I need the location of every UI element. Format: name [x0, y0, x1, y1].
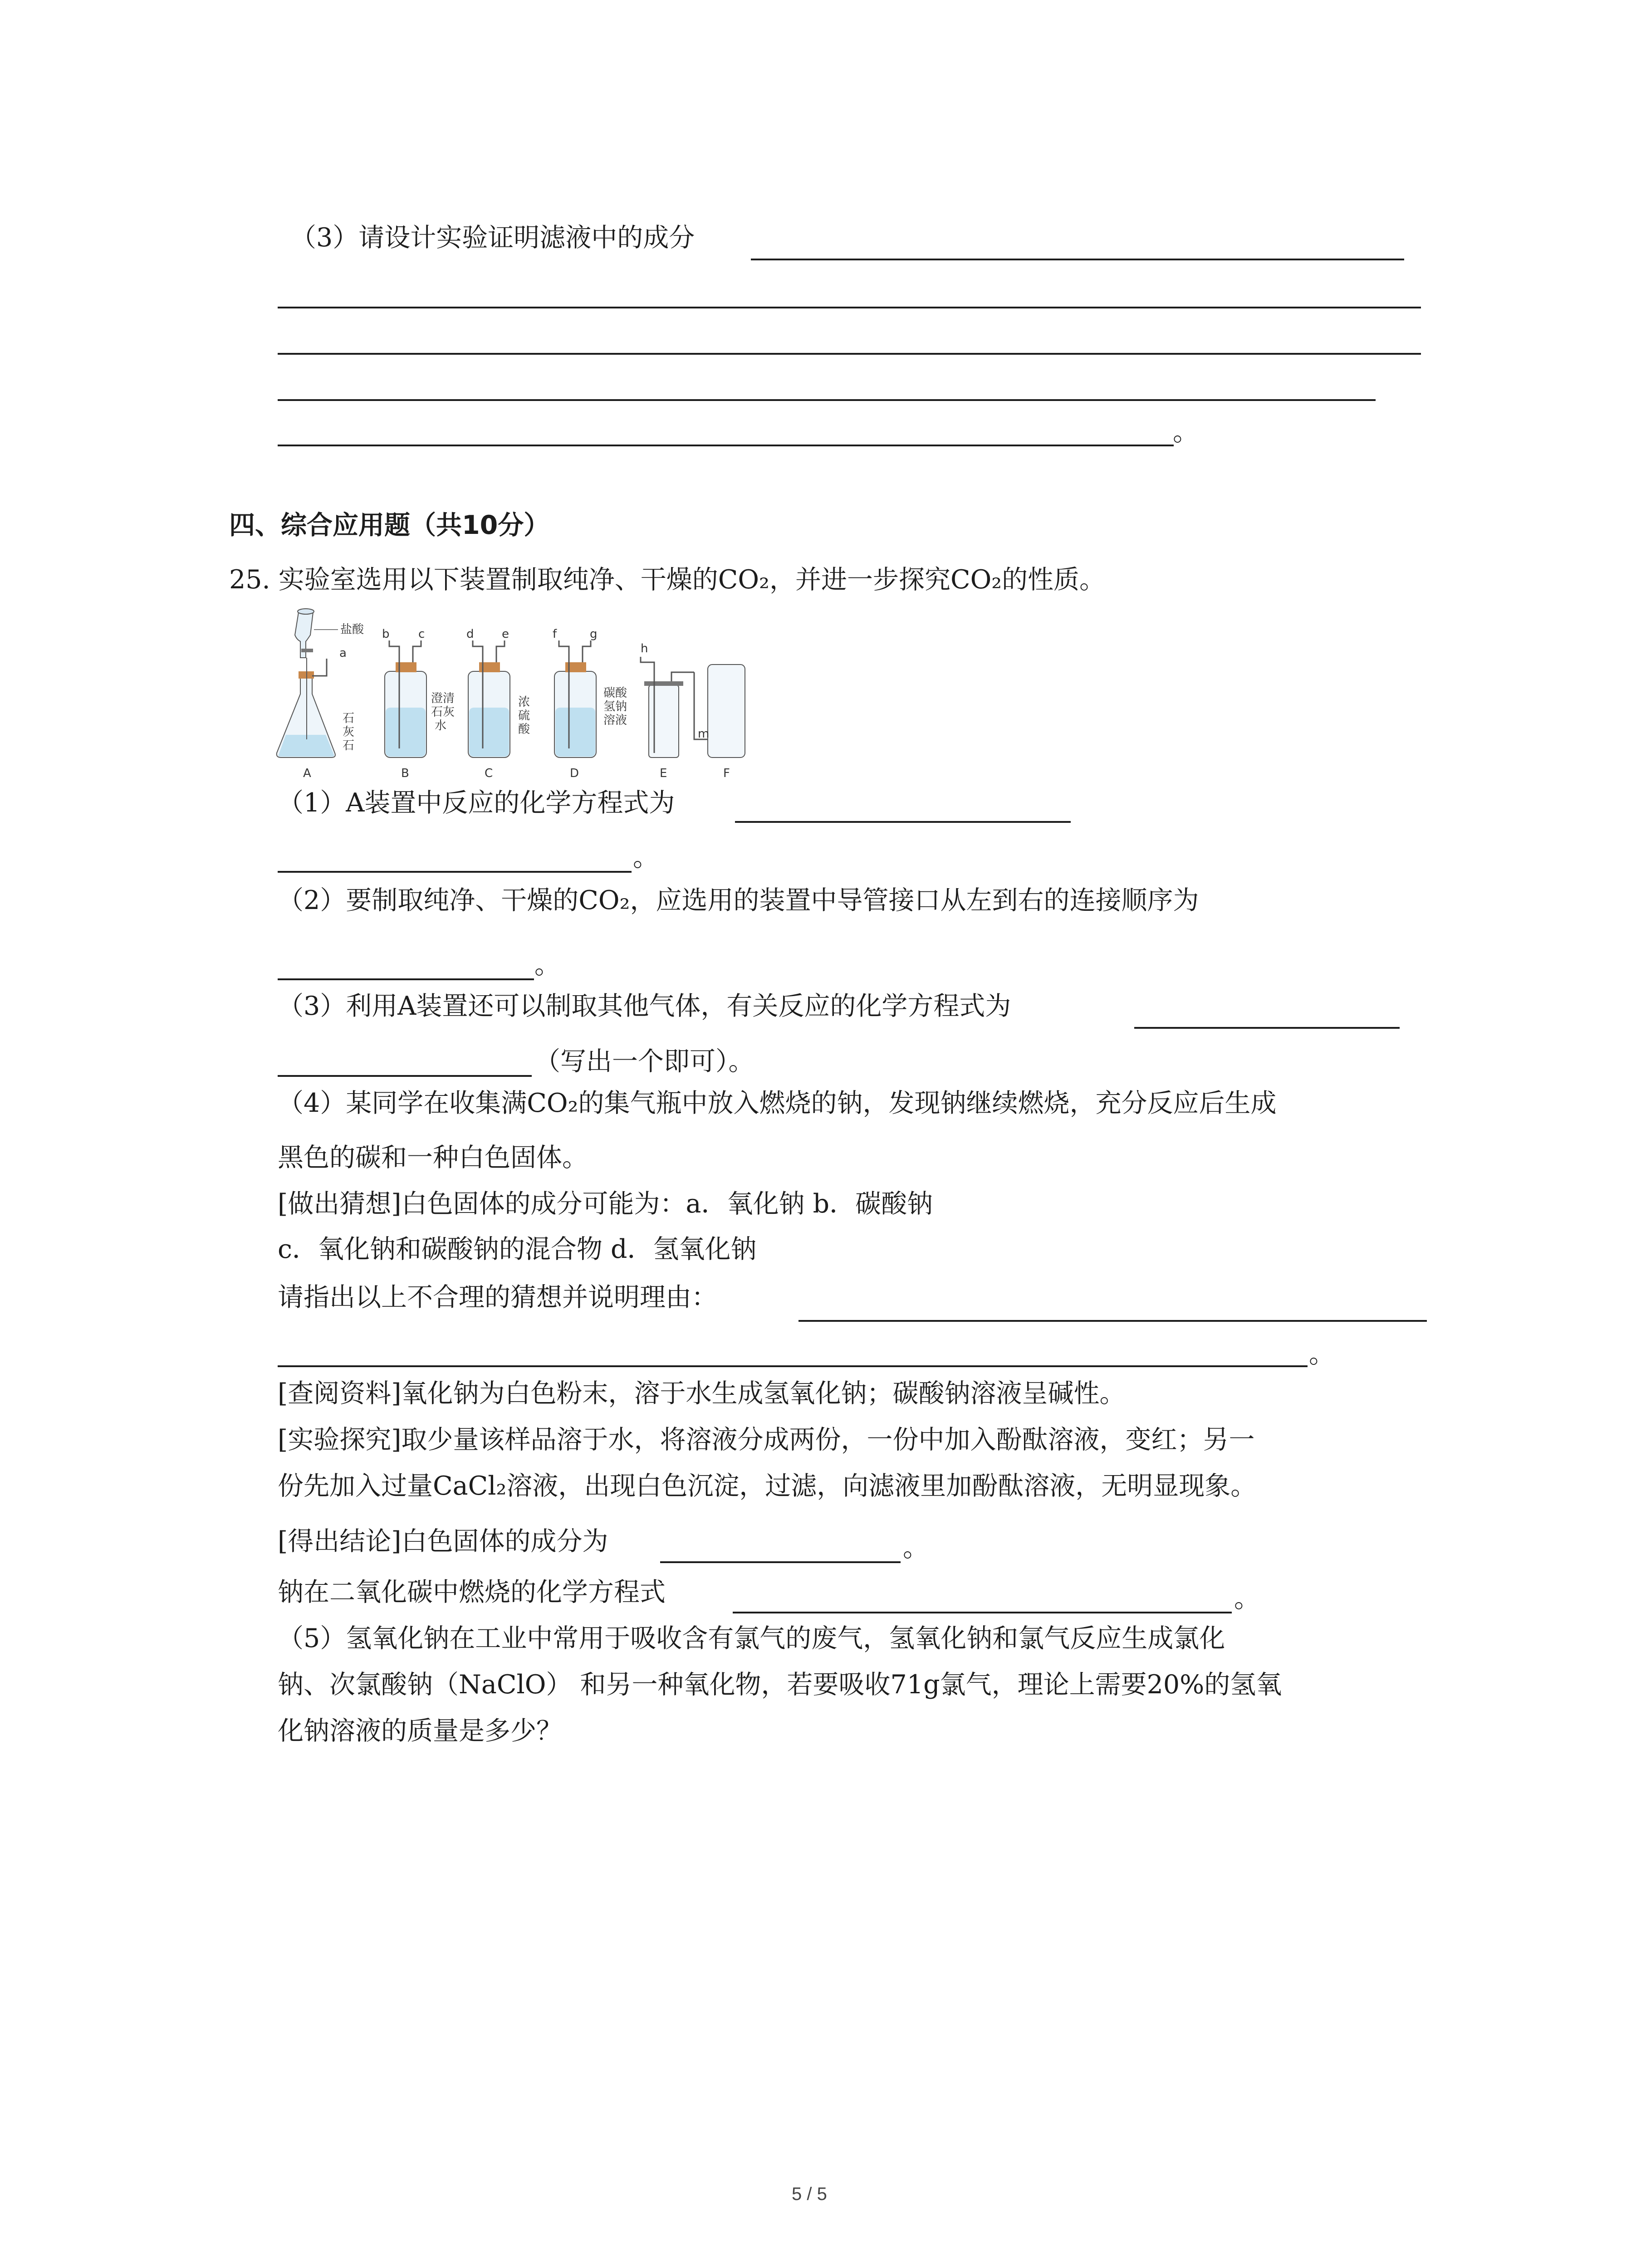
q3-end-mark: 。: [1173, 417, 1199, 447]
info-text: [查阅资料]氧化钠为白色粉末，溶于水生成氢氧化钠；碳酸钠溶液呈碱性。: [278, 1378, 1126, 1408]
guess-line2: c．氧化钠和碳酸钠的混合物 d．氢氧化钠: [278, 1234, 757, 1264]
apparatus-f: [694, 665, 745, 758]
q25-sub3: （3）利用A装置还可以制取其他气体，有关反应的化学方程式为: [278, 991, 1011, 1021]
reagent-c-2: 硫: [518, 709, 530, 723]
answer-line: [798, 1320, 1427, 1322]
apparatus-label-a: A: [303, 767, 311, 780]
reagent-a-3: 石: [343, 739, 355, 753]
q25-sub1: （1）A装置中反应的化学方程式为: [278, 788, 675, 818]
equation-prompt: 钠在二氧化碳中燃烧的化学方程式: [278, 1577, 666, 1607]
q25-sub4-line1: （4）某同学在收集满CO₂的集气瓶中放入燃烧的钠，发现钠继续燃烧，充分反应后生成: [278, 1088, 1277, 1118]
answer-line: [278, 1365, 1308, 1367]
answer-line: [278, 399, 1376, 401]
answer-line: [751, 259, 1404, 260]
answer-line: [278, 871, 632, 873]
answer-line: [278, 353, 1421, 355]
reason-end: 。: [1309, 1339, 1335, 1369]
q25-sub1-end: 。: [633, 842, 659, 872]
reason-prompt: 请指出以上不合理的猜想并说明理由：: [278, 1282, 717, 1312]
section-heading: 四、综合应用题（共10分）: [229, 510, 550, 540]
label-g: g: [590, 627, 598, 641]
answer-line: [278, 978, 534, 980]
apparatus-d: [554, 640, 596, 758]
page-number: 5 / 5: [792, 2184, 827, 2204]
apparatus-figure: [272, 603, 762, 780]
label-f: f: [553, 627, 557, 641]
conclusion-end: 。: [903, 1533, 929, 1563]
label-h: h: [641, 642, 648, 655]
answer-line: [1134, 1027, 1400, 1029]
apparatus-a: [277, 609, 335, 758]
reagent-d-1: 碳酸: [603, 686, 627, 700]
q3-text: （3）请设计实验证明滤液中的成分: [290, 223, 695, 253]
explore-line2: 份先加入过量CaCl₂溶液，出现白色沉淀，过滤，向滤液里加酚酞溶液，无明显现象。: [278, 1471, 1257, 1501]
reagent-c-3: 酸: [518, 723, 530, 736]
guess-line1: [做出猜想]白色固体的成分可能为：a．氧化钠 b．碳酸钠: [278, 1189, 933, 1219]
q25-stem: 25. 实验室选用以下装置制取纯净、干燥的CO₂，并进一步探究CO₂的性质。: [229, 565, 1106, 595]
reagent-a-1: 石: [343, 712, 355, 725]
apparatus-e: [641, 657, 694, 758]
answer-line: [278, 307, 1421, 308]
answer-line: [278, 445, 1174, 446]
apparatus-label-c: C: [485, 767, 493, 780]
label-b: b: [382, 627, 390, 641]
reagent-d-3: 溶液: [603, 714, 627, 727]
explore-line1: [实验探究]取少量该样品溶于水，将溶液分成两份，一份中加入酚酞溶液，变红；另一: [278, 1425, 1255, 1455]
reagent-c-1: 浓: [518, 695, 530, 709]
apparatus-c: [468, 640, 510, 758]
label-m: m: [698, 727, 710, 741]
reagent-b-1: 澄清: [431, 692, 455, 705]
label-d: d: [466, 627, 474, 641]
q25-sub5-line3: 化钠溶液的质量是多少？: [278, 1716, 562, 1746]
apparatus-label-b: B: [401, 767, 409, 780]
reagent-d-2: 氢钠: [603, 700, 627, 714]
answer-line: [278, 1075, 532, 1077]
equation-end: 。: [1234, 1584, 1260, 1613]
q25-sub2: （2）要制取纯净、干燥的CO₂，应选用的装置中导管接口从左到右的连接顺序为: [278, 885, 1199, 915]
label-e: e: [502, 627, 509, 641]
apparatus-b: [385, 640, 426, 758]
answer-line: [733, 1612, 1232, 1613]
reagent-b-3: 水: [435, 719, 447, 733]
label-c: c: [418, 627, 425, 641]
reagent-a-2: 灰: [343, 725, 355, 739]
q25-sub5-line2: 钠、次氯酸钠（NaClO） 和另一种氧化物，若要吸收71g氯气，理论上需要20%的氢氧: [278, 1670, 1282, 1700]
q25-sub4-line2: 黑色的碳和一种白色固体。: [278, 1143, 588, 1173]
q25-sub5-line1: （5）氢氧化钠在工业中常用于吸收含有氯气的废气，氢氧化钠和氯气反应生成氯化: [278, 1623, 1225, 1653]
q25-sub3-end: （写出一个即可）。: [534, 1046, 754, 1076]
apparatus-label-d: D: [570, 767, 579, 780]
answer-line: [735, 821, 1071, 823]
label-a: a: [339, 646, 347, 660]
reagent-b-2: 石灰: [431, 705, 455, 719]
q25-sub2-end: 。: [534, 950, 560, 980]
label-hcl: 盐酸: [340, 623, 364, 636]
conclusion-text: [得出结论]白色固体的成分为: [278, 1526, 608, 1556]
apparatus-label-f: F: [723, 767, 730, 780]
apparatus-label-e: E: [660, 767, 667, 780]
answer-line: [660, 1561, 901, 1563]
